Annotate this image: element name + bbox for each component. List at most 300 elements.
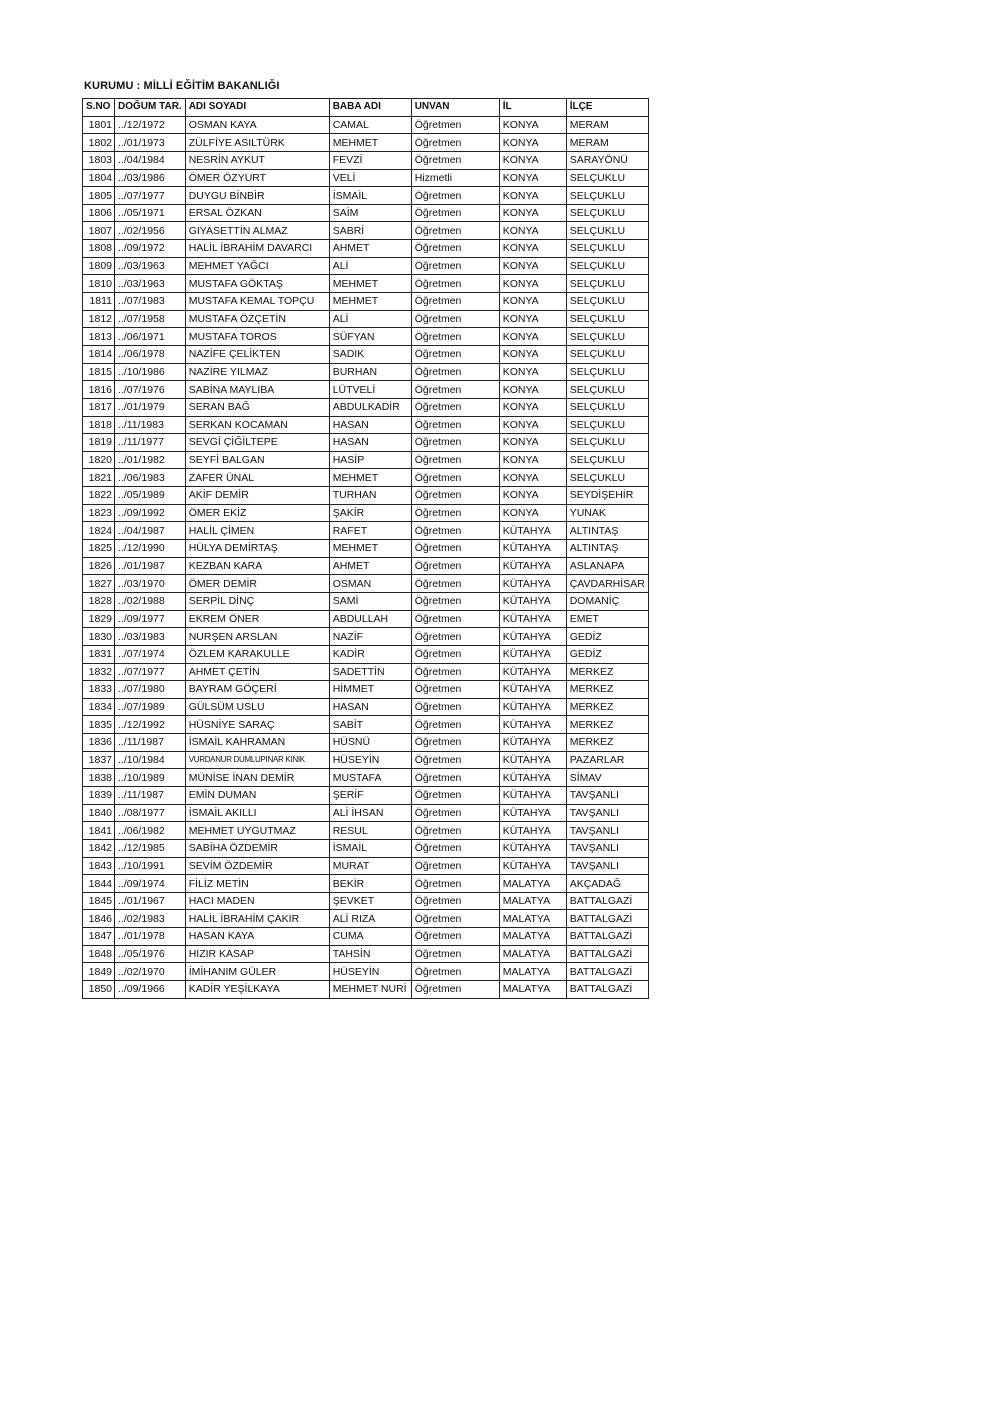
sno-cell: 1838 [83,769,115,787]
birth-date-cell: ../12/1990 [115,540,186,558]
district-cell: BATTALGAZİ [566,910,648,928]
full-name-cell: MEHMET YAĞCI [185,257,329,275]
sno-cell: 1844 [83,875,115,893]
district-cell: SELÇUKLU [566,204,648,222]
title-cell: Öğretmen [411,381,499,399]
district-cell: SEYDİŞEHİR [566,487,648,505]
district-cell: SELÇUKLU [566,416,648,434]
father-name-cell: FEVZİ [329,151,411,169]
sno-cell: 1809 [83,257,115,275]
district-cell: SELÇUKLU [566,169,648,187]
full-name-cell: NAZİRE YILMAZ [185,363,329,381]
table-row [83,839,649,857]
header-title: UNVAN [411,99,499,117]
father-name-cell: TAHSİN [329,945,411,963]
district-cell: AKÇADAĞ [566,875,648,893]
header-district: İLÇE [566,99,648,117]
birth-date-cell: ../07/1976 [115,381,186,399]
birth-date-cell: ../02/1988 [115,592,186,610]
title-cell: Öğretmen [411,875,499,893]
birth-date-cell: ../12/1992 [115,716,186,734]
sno-cell: 1833 [83,681,115,699]
table-row [83,222,649,240]
province-cell: KÜTAHYA [499,769,566,787]
full-name-cell: İSMAİL AKILLI [185,804,329,822]
full-name-cell: MUSTAFA ÖZÇETİN [185,310,329,328]
province-cell: MALATYA [499,945,566,963]
birth-date-cell: ../10/1991 [115,857,186,875]
province-cell: KÜTAHYA [499,681,566,699]
birth-date-cell: ../11/1977 [115,434,186,452]
table-row [83,575,649,593]
full-name-cell: HALİL İBRAHİM ÇAKIR [185,910,329,928]
father-name-cell: TURHAN [329,487,411,505]
father-name-cell: MURAT [329,857,411,875]
sno-cell: 1826 [83,557,115,575]
title-cell: Öğretmen [411,769,499,787]
title-cell: Öğretmen [411,663,499,681]
father-name-cell: SÜFYAN [329,328,411,346]
father-name-cell: ALİ [329,257,411,275]
birth-date-cell: ../05/1976 [115,945,186,963]
father-name-cell: HÜSNÜ [329,734,411,752]
full-name-cell: HASAN KAYA [185,928,329,946]
full-name-cell: HÜSNİYE SARAÇ [185,716,329,734]
table-row [83,345,649,363]
birth-date-cell: ../01/1982 [115,451,186,469]
title-cell: Öğretmen [411,628,499,646]
father-name-cell: BURHAN [329,363,411,381]
full-name-cell: MEHMET UYGUTMAZ [185,822,329,840]
table-row [83,663,649,681]
sno-cell: 1849 [83,963,115,981]
father-name-cell: SADIK [329,345,411,363]
sno-cell: 1830 [83,628,115,646]
sno-cell: 1846 [83,910,115,928]
table-row [83,857,649,875]
table-row [83,204,649,222]
sno-cell: 1811 [83,293,115,311]
title-cell: Öğretmen [411,257,499,275]
table-row [83,416,649,434]
district-cell: SARAYÖNÜ [566,151,648,169]
province-cell: KONYA [499,257,566,275]
province-cell: KÜTAHYA [499,822,566,840]
sno-cell: 1825 [83,540,115,558]
full-name-cell: SABİHA ÖZDEMİR [185,839,329,857]
birth-date-cell: ../11/1983 [115,416,186,434]
sno-cell: 1812 [83,310,115,328]
province-cell: KONYA [499,187,566,205]
district-cell: BATTALGAZİ [566,928,648,946]
sno-cell: 1814 [83,345,115,363]
district-cell: SELÇUKLU [566,240,648,258]
table-row [83,751,649,769]
title-cell: Öğretmen [411,645,499,663]
sno-cell: 1818 [83,416,115,434]
sno-cell: 1834 [83,698,115,716]
table-row [83,804,649,822]
table-row [83,381,649,399]
district-cell: SELÇUKLU [566,328,648,346]
title-cell: Öğretmen [411,293,499,311]
birth-date-cell: ../09/1977 [115,610,186,628]
table-row [83,398,649,416]
table-row [83,945,649,963]
father-name-cell: RAFET [329,522,411,540]
title-cell: Öğretmen [411,434,499,452]
birth-date-cell: ../03/1970 [115,575,186,593]
birth-date-cell: ../10/1986 [115,363,186,381]
sno-cell: 1835 [83,716,115,734]
title-cell: Öğretmen [411,716,499,734]
father-name-cell: ABDULKADİR [329,398,411,416]
table-row [83,522,649,540]
title-cell: Öğretmen [411,963,499,981]
father-name-cell: MEHMET [329,293,411,311]
sno-cell: 1827 [83,575,115,593]
district-cell: SELÇUKLU [566,187,648,205]
province-cell: KÜTAHYA [499,557,566,575]
full-name-cell: SERKAN KOCAMAN [185,416,329,434]
title-cell: Öğretmen [411,698,499,716]
birth-date-cell: ../10/1989 [115,769,186,787]
header-birth-date: DOĞUM TAR. [115,99,186,117]
province-cell: KONYA [499,151,566,169]
province-cell: KONYA [499,469,566,487]
province-cell: MALATYA [499,910,566,928]
province-cell: KONYA [499,363,566,381]
sno-cell: 1807 [83,222,115,240]
birth-date-cell: ../11/1987 [115,786,186,804]
district-cell: SELÇUKLU [566,451,648,469]
father-name-cell: CUMA [329,928,411,946]
birth-date-cell: ../05/1989 [115,487,186,505]
birth-date-cell: ../07/1974 [115,645,186,663]
father-name-cell: ALİ İHSAN [329,804,411,822]
father-name-cell: HASİP [329,451,411,469]
father-name-cell: NAZİF [329,628,411,646]
district-cell: MERKEZ [566,663,648,681]
title-cell: Öğretmen [411,839,499,857]
father-name-cell: MEHMET [329,134,411,152]
full-name-cell: MUSTAFA GÖKTAŞ [185,275,329,293]
title-cell: Öğretmen [411,416,499,434]
birth-date-cell: ../09/1972 [115,240,186,258]
title-cell: Öğretmen [411,345,499,363]
title-cell: Öğretmen [411,204,499,222]
birth-date-cell: ../02/1956 [115,222,186,240]
birth-date-cell: ../01/1967 [115,892,186,910]
father-name-cell: RESUL [329,822,411,840]
table-row [83,257,649,275]
sno-cell: 1805 [83,187,115,205]
province-cell: KONYA [499,451,566,469]
full-name-cell: HALİL İBRAHİM DAVARCI [185,240,329,258]
district-cell: MERKEZ [566,734,648,752]
father-name-cell: ŞEVKET [329,892,411,910]
table-row [83,151,649,169]
full-name-cell: MÜNİSE İNAN DEMİR [185,769,329,787]
table-row [83,610,649,628]
birth-date-cell: ../04/1987 [115,522,186,540]
province-cell: KÜTAHYA [499,628,566,646]
title-cell: Hizmetli [411,169,499,187]
title-cell: Öğretmen [411,945,499,963]
province-cell: KONYA [499,487,566,505]
province-cell: KONYA [499,169,566,187]
father-name-cell: OSMAN [329,575,411,593]
sno-cell: 1829 [83,610,115,628]
province-cell: KONYA [499,381,566,399]
sno-cell: 1821 [83,469,115,487]
full-name-cell: OSMAN KAYA [185,116,329,134]
district-cell: SELÇUKLU [566,257,648,275]
birth-date-cell: ../09/1966 [115,981,186,999]
full-name-cell: BAYRAM GÖÇERİ [185,681,329,699]
sno-cell: 1819 [83,434,115,452]
full-name-cell: İSMAİL KAHRAMAN [185,734,329,752]
father-name-cell: SABİT [329,716,411,734]
title-cell: Öğretmen [411,610,499,628]
province-cell: KÜTAHYA [499,610,566,628]
province-cell: KONYA [499,310,566,328]
title-cell: Öğretmen [411,575,499,593]
province-cell: KÜTAHYA [499,857,566,875]
father-name-cell: HASAN [329,434,411,452]
district-cell: BATTALGAZİ [566,981,648,999]
father-name-cell: SADETTİN [329,663,411,681]
province-cell: MALATYA [499,981,566,999]
district-cell: GEDİZ [566,628,648,646]
province-cell: MALATYA [499,875,566,893]
birth-date-cell: ../03/1986 [115,169,186,187]
province-cell: KONYA [499,275,566,293]
province-cell: KONYA [499,240,566,258]
full-name-cell: NURŞEN ARSLAN [185,628,329,646]
district-cell: TAVŞANLI [566,839,648,857]
title-cell: Öğretmen [411,804,499,822]
birth-date-cell: ../11/1987 [115,734,186,752]
father-name-cell: MEHMET NURİ [329,981,411,999]
table-row [83,963,649,981]
table-row [83,910,649,928]
province-cell: KÜTAHYA [499,645,566,663]
birth-date-cell: ../07/1980 [115,681,186,699]
full-name-cell: NAZİFE ÇELİKTEN [185,345,329,363]
birth-date-cell: ../01/1978 [115,928,186,946]
full-name-cell: SEVİM ÖZDEMİR [185,857,329,875]
district-cell: SELÇUKLU [566,310,648,328]
title-cell: Öğretmen [411,751,499,769]
province-cell: KÜTAHYA [499,698,566,716]
district-cell: SELÇUKLU [566,363,648,381]
district-cell: SELÇUKLU [566,398,648,416]
birth-date-cell: ../08/1977 [115,804,186,822]
province-cell: KÜTAHYA [499,592,566,610]
father-name-cell: HASAN [329,416,411,434]
district-cell: TAVŞANLI [566,857,648,875]
sno-cell: 1845 [83,892,115,910]
birth-date-cell: ../03/1983 [115,628,186,646]
table-header-row [83,99,649,117]
province-cell: KONYA [499,504,566,522]
sno-cell: 1808 [83,240,115,258]
father-name-cell: ALİ [329,310,411,328]
province-cell: MALATYA [499,892,566,910]
full-name-cell: GIYASETTİN ALMAZ [185,222,329,240]
title-cell: Öğretmen [411,981,499,999]
table-row [83,116,649,134]
title-cell: Öğretmen [411,786,499,804]
sno-cell: 1837 [83,751,115,769]
father-name-cell: SAİM [329,204,411,222]
father-name-cell: ŞAKİR [329,504,411,522]
province-cell: KÜTAHYA [499,540,566,558]
table-row [83,487,649,505]
district-cell: YUNAK [566,504,648,522]
father-name-cell: ABDULLAH [329,610,411,628]
full-name-cell: KADİR YEŞİLKAYA [185,981,329,999]
table-row [83,187,649,205]
sno-cell: 1842 [83,839,115,857]
title-cell: Öğretmen [411,151,499,169]
full-name-cell: KEZBAN KARA [185,557,329,575]
province-cell: KONYA [499,434,566,452]
title-cell: Öğretmen [411,681,499,699]
district-cell: DOMANİÇ [566,592,648,610]
title-cell: Öğretmen [411,310,499,328]
full-name-cell: HACI MADEN [185,892,329,910]
district-cell: ASLANAPA [566,557,648,575]
province-cell: KÜTAHYA [499,663,566,681]
sno-cell: 1813 [83,328,115,346]
district-cell: PAZARLAR [566,751,648,769]
table-row [83,822,649,840]
province-cell: KONYA [499,116,566,134]
district-cell: BATTALGAZİ [566,963,648,981]
birth-date-cell: ../05/1971 [115,204,186,222]
table-row [83,734,649,752]
father-name-cell: MEHMET [329,540,411,558]
birth-date-cell: ../09/1974 [115,875,186,893]
full-name-cell: VURDANUR DUMLUPINAR KINIK [185,751,329,769]
district-cell: SELÇUKLU [566,345,648,363]
province-cell: KONYA [499,293,566,311]
sno-cell: 1824 [83,522,115,540]
table-row [83,434,649,452]
district-cell: TAVŞANLI [566,786,648,804]
father-name-cell: HASAN [329,698,411,716]
title-cell: Öğretmen [411,363,499,381]
table-row [83,681,649,699]
province-cell: KONYA [499,345,566,363]
full-name-cell: ÖMER DEMİR [185,575,329,593]
district-cell: ALTINTAŞ [566,522,648,540]
full-name-cell: NESRİN AYKUT [185,151,329,169]
document-title: KURUMU : MİLLİ EĞİTİM BAKANLIĞI [84,80,280,92]
title-cell: Öğretmen [411,928,499,946]
district-cell: SELÇUKLU [566,222,648,240]
district-cell: GEDİZ [566,645,648,663]
sno-cell: 1831 [83,645,115,663]
table-row [83,592,649,610]
title-cell: Öğretmen [411,487,499,505]
table-row [83,134,649,152]
birth-date-cell: ../01/1973 [115,134,186,152]
full-name-cell: ZAFER ÜNAL [185,469,329,487]
sno-cell: 1816 [83,381,115,399]
title-cell: Öğretmen [411,557,499,575]
full-name-cell: HIZIR KASAP [185,945,329,963]
father-name-cell: KADİR [329,645,411,663]
father-name-cell: HÜSEYİN [329,963,411,981]
full-name-cell: HÜLYA DEMİRTAŞ [185,540,329,558]
father-name-cell: İSMAİL [329,839,411,857]
district-cell: SELÇUKLU [566,381,648,399]
full-name-cell: SEVGİ ÇİĞİLTEPE [185,434,329,452]
district-cell: BATTALGAZİ [566,945,648,963]
birth-date-cell: ../02/1970 [115,963,186,981]
table-row [83,698,649,716]
district-cell: MERKEZ [566,716,648,734]
district-cell: SİMAV [566,769,648,787]
sno-cell: 1836 [83,734,115,752]
header-full-name: ADI SOYADI [185,99,329,117]
title-cell: Öğretmen [411,328,499,346]
birth-date-cell: ../10/1984 [115,751,186,769]
full-name-cell: HALİL ÇİMEN [185,522,329,540]
sno-cell: 1832 [83,663,115,681]
district-cell: MERAM [566,116,648,134]
father-name-cell: MEHMET [329,469,411,487]
province-cell: KONYA [499,204,566,222]
title-cell: Öğretmen [411,116,499,134]
district-cell: EMET [566,610,648,628]
sno-cell: 1841 [83,822,115,840]
father-name-cell: ŞERİF [329,786,411,804]
full-name-cell: EMİN DUMAN [185,786,329,804]
header-father-name: BABA ADI [329,99,411,117]
sno-cell: 1822 [83,487,115,505]
title-cell: Öğretmen [411,504,499,522]
father-name-cell: AHMET [329,240,411,258]
father-name-cell: İSMAİL [329,187,411,205]
title-cell: Öğretmen [411,469,499,487]
full-name-cell: SERPİL DİNÇ [185,592,329,610]
full-name-cell: SEYFİ BALGAN [185,451,329,469]
full-name-cell: MUSTAFA KEMAL TOPÇU [185,293,329,311]
province-cell: KÜTAHYA [499,734,566,752]
father-name-cell: HİMMET [329,681,411,699]
province-cell: KONYA [499,134,566,152]
table-row [83,240,649,258]
full-name-cell: İMİHANIM GÜLER [185,963,329,981]
title-cell: Öğretmen [411,857,499,875]
province-cell: KONYA [499,416,566,434]
table-row [83,557,649,575]
province-cell: KÜTAHYA [499,575,566,593]
district-cell: BATTALGAZİ [566,892,648,910]
table-row [83,645,649,663]
birth-date-cell: ../06/1982 [115,822,186,840]
sno-cell: 1810 [83,275,115,293]
title-cell: Öğretmen [411,222,499,240]
sno-cell: 1804 [83,169,115,187]
district-cell: SELÇUKLU [566,293,648,311]
table-row [83,892,649,910]
sno-cell: 1806 [83,204,115,222]
